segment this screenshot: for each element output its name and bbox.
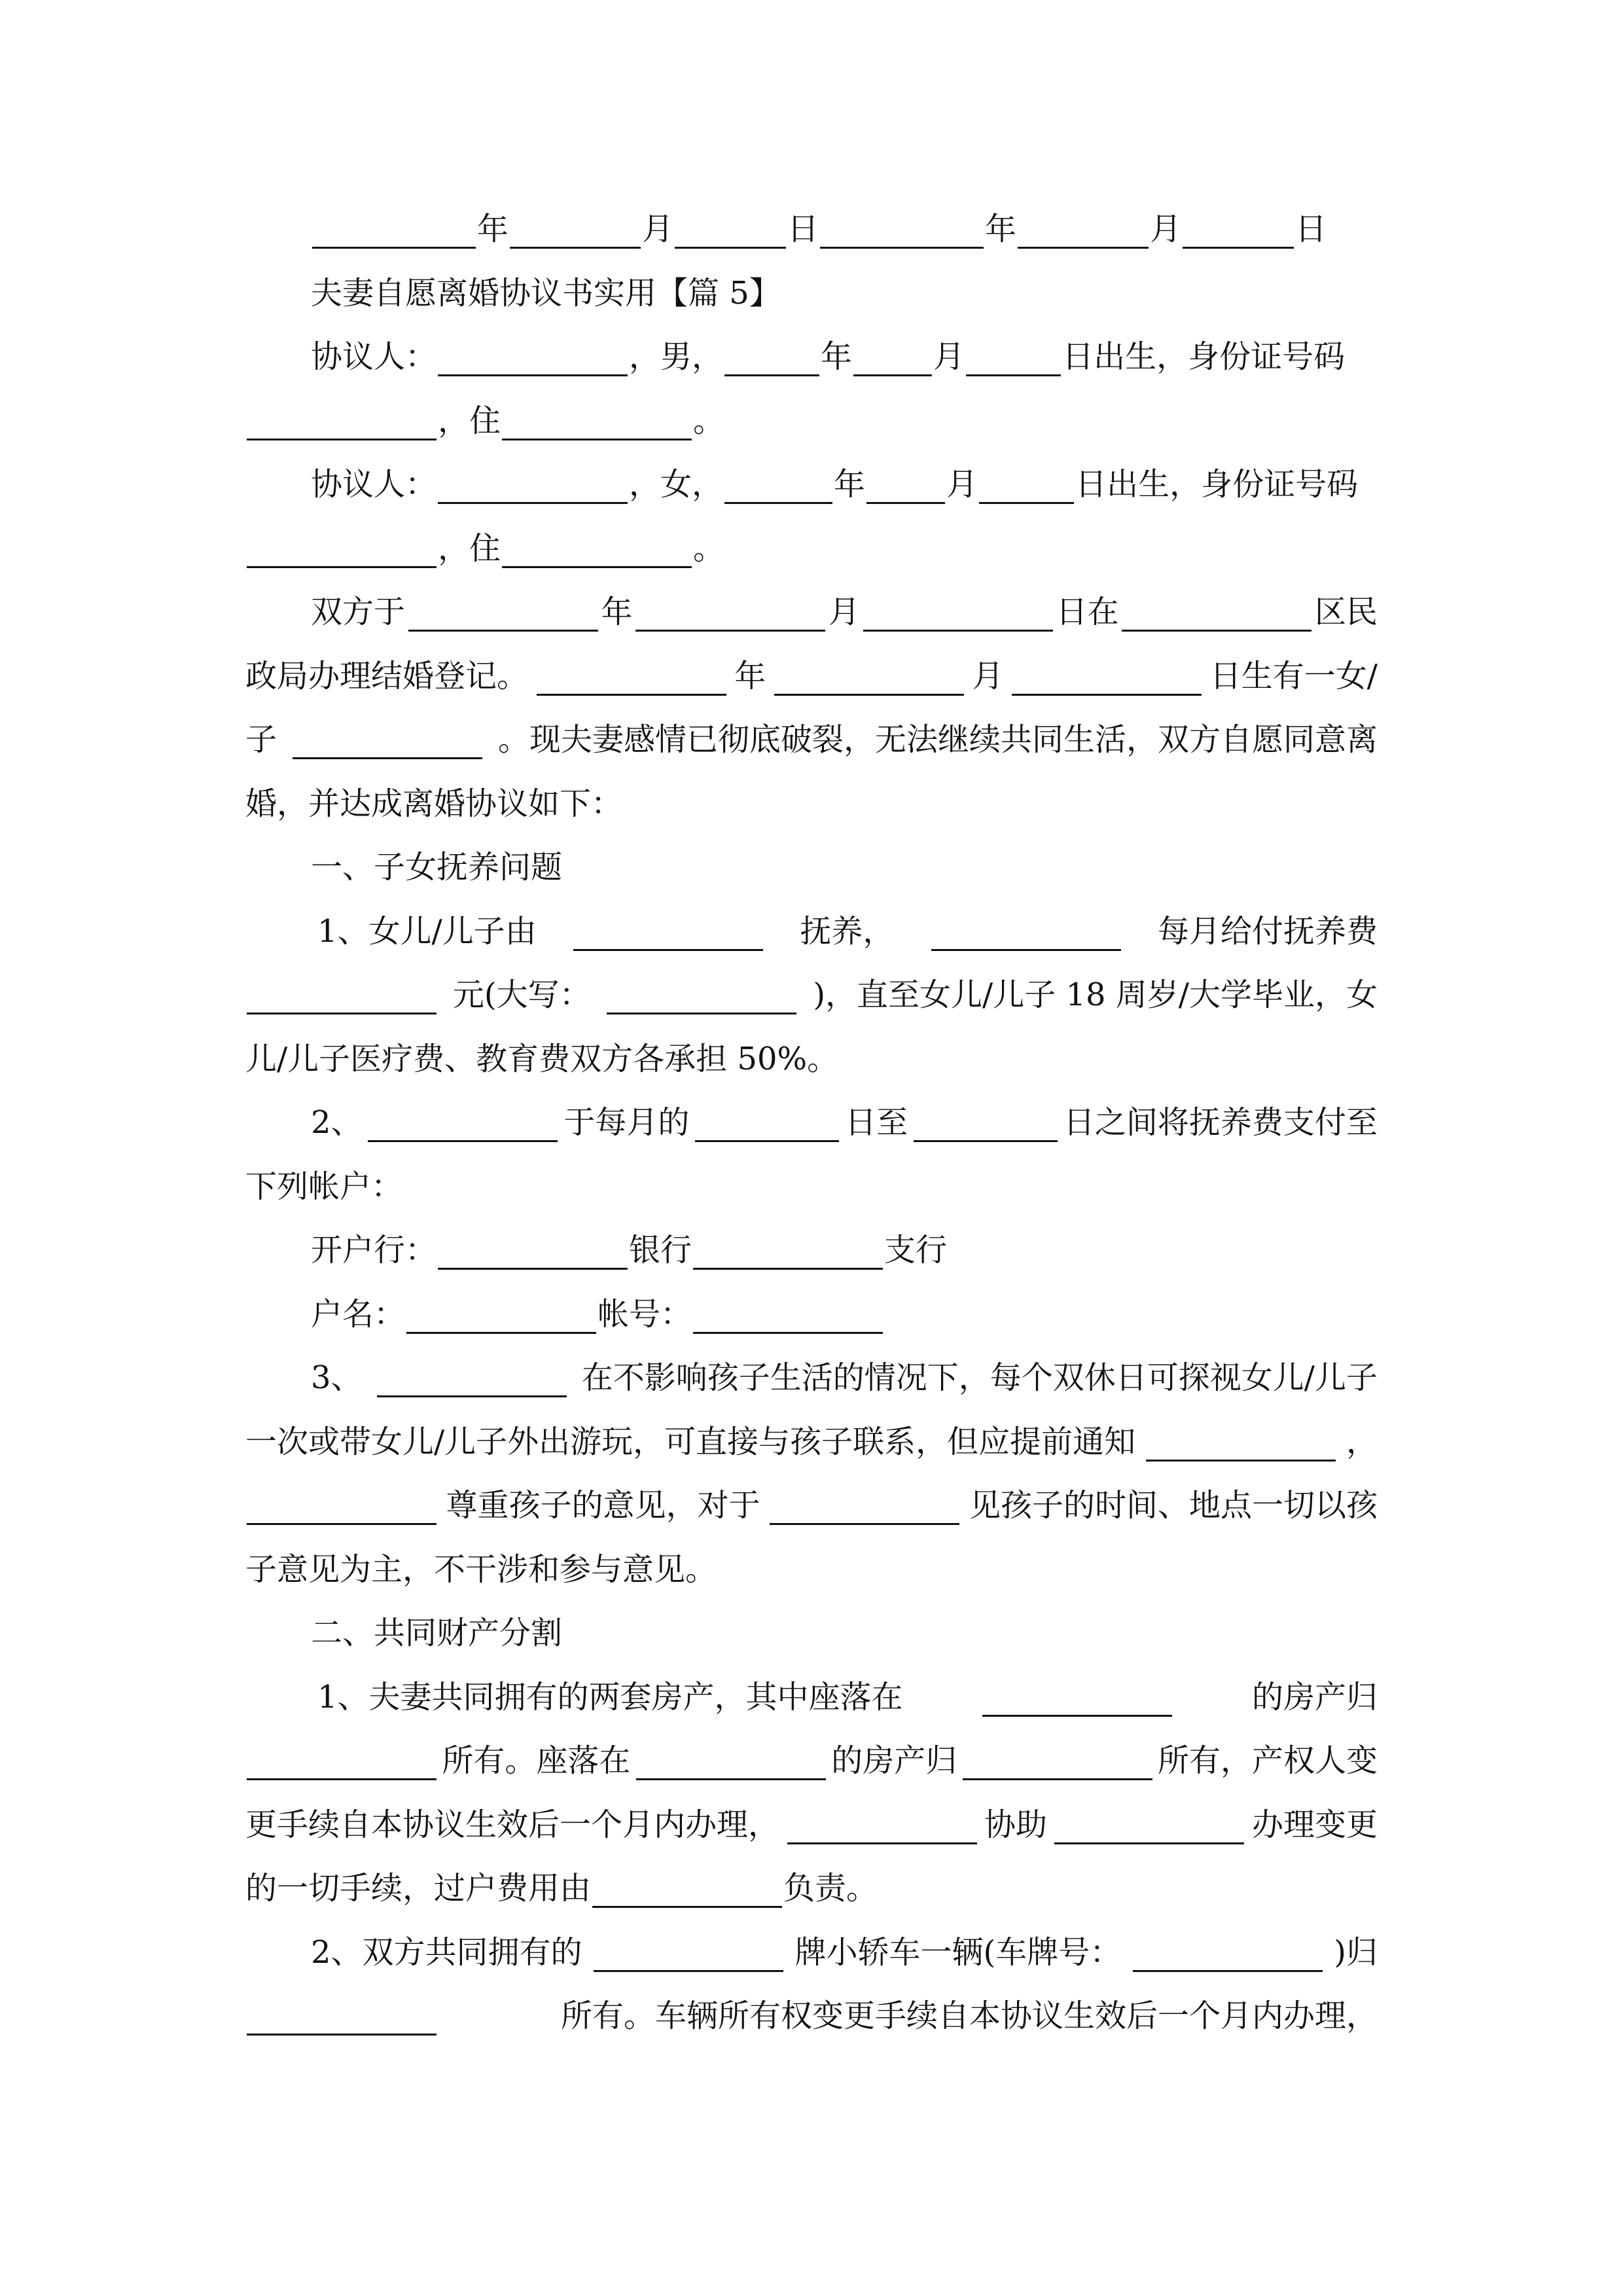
fill-in-blank[interactable] xyxy=(982,1686,1172,1717)
text-line xyxy=(245,529,1378,568)
text-segment: ，住 xyxy=(438,403,501,439)
text-line xyxy=(245,337,1378,376)
text-line xyxy=(245,401,1378,440)
text-segment: 的房产归 xyxy=(1251,1679,1378,1715)
fill-in-blank[interactable] xyxy=(1054,1814,1244,1844)
text-segment: 一、子女抚养问题 xyxy=(311,849,563,886)
text-segment: 月 xyxy=(828,594,860,630)
text-segment: 日出生，身份证号码 xyxy=(1075,466,1359,503)
text-segment: 2、 xyxy=(311,1104,363,1141)
text-line xyxy=(245,784,1378,823)
fill-in-blank[interactable] xyxy=(537,665,726,696)
text-line xyxy=(245,912,1378,951)
text-segment: 元(大写： xyxy=(452,977,591,1013)
text-segment: 月 xyxy=(972,658,1004,694)
text-segment: 于每月的 xyxy=(563,1104,690,1141)
text-line xyxy=(245,1869,1378,1908)
text-line xyxy=(245,656,1378,696)
fill-in-blank[interactable] xyxy=(966,346,1061,376)
text-segment: 婚，并达成离婚协议如下： xyxy=(245,785,623,822)
text-segment: 。现夫妻感情已彻底破裂，无法继续共同生活，双方自愿同意离 xyxy=(497,721,1378,758)
text-segment: 3、 xyxy=(311,1359,363,1396)
text-line xyxy=(245,848,1378,887)
fill-in-blank[interactable] xyxy=(377,1367,567,1397)
fill-in-blank[interactable] xyxy=(247,2005,437,2036)
text-segment: 支行 xyxy=(884,1232,948,1268)
fill-in-blank[interactable] xyxy=(502,537,692,568)
text-segment: 政局办理结婚登记。 xyxy=(245,658,529,694)
text-line xyxy=(245,274,1378,313)
fill-in-blank[interactable] xyxy=(693,1239,883,1270)
fill-in-blank[interactable] xyxy=(312,218,476,249)
text-line xyxy=(245,1996,1378,2036)
text-segment: ，住 xyxy=(438,530,501,567)
text-segment: 二、共同财产分割 xyxy=(311,1615,563,1651)
text-segment: 双方于 xyxy=(311,594,406,630)
fill-in-blank[interactable] xyxy=(1122,601,1311,632)
text-segment: 抚养， xyxy=(800,913,895,950)
text-segment: 月 xyxy=(642,211,674,247)
text-segment: 尊重孩子的意见，对于 xyxy=(446,1487,760,1524)
text-line xyxy=(245,1741,1378,1780)
text-segment: ，男， xyxy=(629,338,724,375)
text-segment: 1、夫妻共同拥有的两套房产，其中座落在 xyxy=(317,1679,903,1715)
text-segment: 更手续自本协议生效后一个月内办理， xyxy=(245,1806,780,1843)
fill-in-blank[interactable] xyxy=(408,601,598,632)
text-segment: )，直至女儿/儿子 18 周岁/大学毕业，女 xyxy=(813,977,1378,1013)
text-segment: 负责。 xyxy=(783,1870,878,1907)
text-segment: 月 xyxy=(946,466,978,503)
text-line xyxy=(245,1422,1378,1462)
text-segment: 在不影响孩子生活的情况下，每个双休日可探视女儿/儿子 xyxy=(581,1359,1378,1396)
text-segment: 户名： xyxy=(311,1296,406,1333)
fill-in-blank[interactable] xyxy=(438,473,628,504)
fill-in-blank[interactable] xyxy=(866,473,945,504)
text-segment: 协助 xyxy=(984,1806,1047,1843)
text-line xyxy=(245,975,1378,1014)
text-segment: 年 xyxy=(477,211,509,247)
fill-in-blank[interactable] xyxy=(635,601,825,632)
fill-in-blank[interactable] xyxy=(247,410,437,440)
text-segment: 子意见为主，不干涉和参与意见。 xyxy=(245,1551,717,1588)
fill-in-blank[interactable] xyxy=(1183,218,1294,249)
fill-in-blank[interactable] xyxy=(247,984,437,1014)
text-segment: 协议人： xyxy=(311,338,437,375)
text-line xyxy=(245,720,1378,759)
text-segment: 每月给付抚养费 xyxy=(1157,913,1378,950)
fill-in-blank[interactable] xyxy=(293,728,482,759)
text-segment: 日 xyxy=(787,211,819,247)
fill-in-blank[interactable] xyxy=(770,1494,959,1525)
text-line xyxy=(245,1805,1378,1844)
text-line xyxy=(245,1230,1378,1270)
text-line xyxy=(245,1613,1378,1653)
fill-in-blank[interactable] xyxy=(1146,1431,1336,1462)
text-segment: 日之间将抚养费支付至 xyxy=(1063,1104,1378,1141)
text-segment: 日 xyxy=(1295,211,1327,247)
text-segment: 所有，产权人变 xyxy=(1157,1742,1378,1779)
text-segment: 协议人： xyxy=(311,466,437,503)
fill-in-blank[interactable] xyxy=(914,1111,1058,1142)
fill-in-blank[interactable] xyxy=(594,1941,783,1972)
fill-in-blank[interactable] xyxy=(592,1877,782,1908)
text-segment: 见孩子的时间、地点一切以孩 xyxy=(969,1487,1378,1524)
text-segment: )归 xyxy=(1334,1934,1378,1971)
fill-in-blank[interactable] xyxy=(724,346,819,376)
text-line xyxy=(245,1550,1378,1589)
text-segment: 。 xyxy=(693,530,725,567)
text-segment: 办理变更 xyxy=(1251,1806,1378,1843)
text-segment: 帐号： xyxy=(597,1296,692,1333)
text-line xyxy=(245,1933,1378,1972)
fill-in-blank[interactable] xyxy=(693,1303,883,1334)
text-segment: 夫妻自愿离婚协议书实用【篇 5】 xyxy=(311,275,781,312)
text-line xyxy=(245,1358,1378,1397)
fill-in-blank[interactable] xyxy=(438,1239,628,1270)
text-segment: 所有。车辆所有权变更手续自本协议生效后一个月内办理， xyxy=(560,1998,1378,2034)
fill-in-blank[interactable] xyxy=(573,920,763,951)
text-segment: 月 xyxy=(1150,211,1182,247)
text-line xyxy=(245,209,1378,249)
fill-in-blank[interactable] xyxy=(695,1111,839,1142)
text-segment: 年 xyxy=(734,658,766,694)
text-segment: 下列帐户： xyxy=(245,1168,403,1205)
fill-in-blank[interactable] xyxy=(247,1494,437,1525)
text-segment: ， xyxy=(1346,1424,1378,1460)
fill-in-blank[interactable] xyxy=(502,410,692,440)
fill-in-blank[interactable] xyxy=(963,1749,1152,1780)
text-segment: 1、女儿/儿子由 xyxy=(317,913,537,950)
fill-in-blank[interactable] xyxy=(863,601,1053,632)
text-segment: 日出生，身份证号码 xyxy=(1062,338,1346,375)
fill-in-blank[interactable] xyxy=(247,537,437,568)
text-segment: 年 xyxy=(834,466,866,503)
fill-in-blank[interactable] xyxy=(510,218,641,249)
text-segment: 年 xyxy=(985,211,1017,247)
text-segment: 月 xyxy=(933,338,965,375)
text-segment: 的房产归 xyxy=(831,1742,957,1779)
text-line xyxy=(245,465,1378,504)
text-line xyxy=(245,1295,1378,1334)
text-line xyxy=(245,1486,1378,1525)
fill-in-blank[interactable] xyxy=(1133,1941,1323,1972)
fill-in-blank[interactable] xyxy=(787,1814,977,1844)
fill-in-blank[interactable] xyxy=(774,665,964,696)
text-line xyxy=(245,592,1378,632)
fill-in-blank[interactable] xyxy=(675,218,786,249)
text-segment: 日在 xyxy=(1056,594,1119,630)
text-segment: 年 xyxy=(601,594,633,630)
text-segment: 开户行： xyxy=(311,1232,437,1268)
text-segment: 区民 xyxy=(1314,594,1378,630)
fill-in-blank[interactable] xyxy=(636,1749,826,1780)
text-segment: 子 xyxy=(245,721,277,758)
text-segment: 所有。座落在 xyxy=(442,1742,631,1779)
fill-in-blank[interactable] xyxy=(406,1303,596,1334)
fill-in-blank[interactable] xyxy=(368,1111,558,1142)
fill-in-blank[interactable] xyxy=(607,984,796,1014)
text-segment: 牌小轿车一辆(车牌号： xyxy=(794,1934,1122,1971)
text-segment: 2、双方共同拥有的 xyxy=(311,1934,582,1971)
text-segment: 儿/儿子医疗费、教育费双方各承担 50%。 xyxy=(245,1041,839,1077)
text-segment: 银行 xyxy=(629,1232,692,1268)
text-line xyxy=(245,1677,1378,1717)
fill-in-blank[interactable] xyxy=(931,920,1121,951)
text-segment: 一次或带女儿/儿子外出游玩，可直接与孩子联系，但应提前通知 xyxy=(245,1424,1136,1460)
fill-in-blank[interactable] xyxy=(1018,218,1149,249)
fill-in-blank[interactable] xyxy=(247,1749,437,1780)
text-segment: 年 xyxy=(821,338,853,375)
fill-in-blank[interactable] xyxy=(820,218,984,249)
text-segment: 的一切手续，过户费用由 xyxy=(245,1870,592,1907)
fill-in-blank[interactable] xyxy=(724,473,832,504)
fill-in-blank[interactable] xyxy=(853,346,932,376)
text-segment: 日至 xyxy=(845,1104,908,1141)
fill-in-blank[interactable] xyxy=(438,346,628,376)
text-line xyxy=(245,1103,1378,1142)
text-segment: 。 xyxy=(693,403,725,439)
text-line xyxy=(245,1039,1378,1079)
text-segment: ，女， xyxy=(629,466,724,503)
fill-in-blank[interactable] xyxy=(1012,665,1202,696)
text-segment: 日生有一女/ xyxy=(1209,658,1378,694)
fill-in-blank[interactable] xyxy=(979,473,1074,504)
text-line xyxy=(245,1167,1378,1206)
